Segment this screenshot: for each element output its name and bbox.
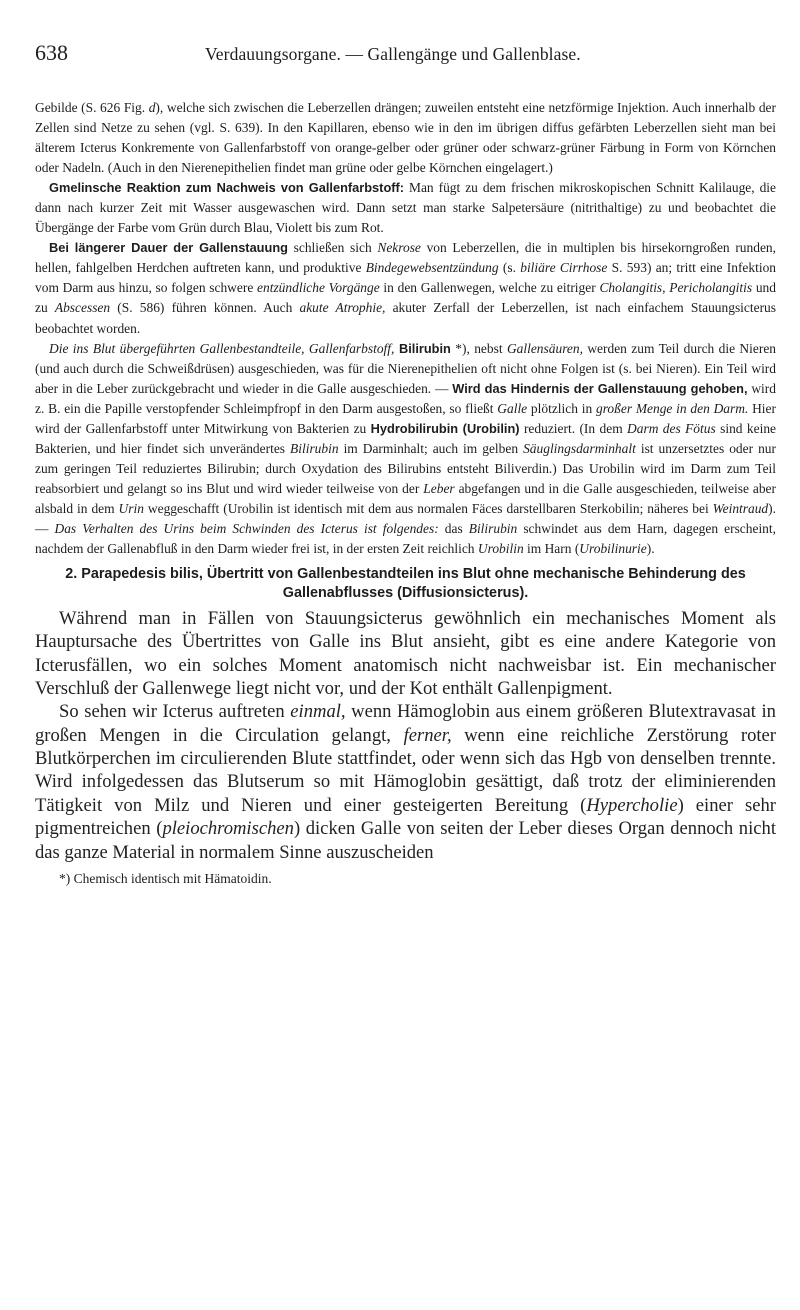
text-run: Gebilde (S. 626 Fig. <box>35 100 149 115</box>
text-run: ist unzersetztes oder nur zum geringen Teil reduziertes Bilirubin; durch Oxydation des Bilirubins entsteht Biliverdin.) Das Urobilin wird im Darm zum Teil reabsorbiert und gelangt so ins Blut und wird wieder teilweise von der <box>35 440 776 496</box>
italic-run: Darm des Fötus <box>627 420 716 436</box>
text-run: reduziert. (In dem <box>519 420 628 436</box>
italic-run: Bilirubin <box>290 440 339 456</box>
italic-run: pleiochromischen <box>162 818 294 840</box>
paragraph-gallenbestandteile <box>35 339 776 560</box>
text-run: werden zum Teil durch die Nieren (und auch durch die Schweißdrüsen) ausgeschieden, was für die Nierenepithelien oft nicht ohne Folgen ist (s. bei Nieren). Ein Teil wird aber in die Leber zurückgebracht und wieder in die Galle ausgeschieden. — <box>35 340 776 396</box>
paragraph-so-sehen-wir <box>35 700 776 863</box>
text-run: (S. 586) führen können. Auch <box>110 300 300 316</box>
text-run: ). — <box>35 500 776 536</box>
italic-run: Hypercholie <box>586 794 678 816</box>
running-title: Verdauungsorgane. — Gallengänge und Gallenblase. <box>205 44 581 64</box>
bold-run: Bei längerer Dauer der Gallenstauung <box>49 240 288 256</box>
text-run: von Leberzellen, die in multiplen bis hirsekorngroßen runden, hellen, fahlgelben Herdchen auftreten kann, und produktive <box>35 240 776 276</box>
text-run: S. 593) an; tritt eine Infektion vom Darm aus hinzu, so folgen schwere <box>35 260 777 296</box>
paragraph-gebilde <box>35 98 776 178</box>
italic-run: Die ins Blut übergeführten Gallenbestandteile, Gallenfarbstoff, <box>49 340 395 356</box>
text-run: ), welche sich zwischen die Leberzellen drängen; zuweilen entsteht eine netzförmige Injektion. Auch innerhalb der Zellen sind Netze zu sehen (vgl. S. 639). In den Kapillaren, ebenso wie in den im übrigen diffus gefärbten Leberzellen sieht man bei älterem Icterus Konkremente von Gallenfarbstoff von orange-gelber oder grüner oder schwarz-grüner Färbung in Form von Körnchen oder Nadeln. (Auch in den Nierenepithelien findet man grüne oder gelbe Körnchen eingelagert.) <box>35 100 776 176</box>
bold-run: Hydrobilirubin (Urobilin) <box>370 420 520 436</box>
text-run: ). <box>646 541 655 557</box>
main-text-section <box>35 607 776 864</box>
text-run: sind keine Bakterien, und hier findet sich unverändertes <box>35 420 777 456</box>
text-run: weggeschafft (Urobilin ist identisch mit dem aus normalen Fäces darstellbaren Sterkobilin; näheres bei <box>143 500 713 516</box>
text-run: Man fügt zu dem frischen mikroskopischen Schnitt Kalilauge, die dann nach kurzer Zeit mit Wasser ausgewaschen wird. Dann setzt man starke Salpetersäure (nitrithaltige) zu und beobachtet die Übergänge der Farbe vom Grün durch Blau, Violett bis zum Rot. <box>35 180 776 236</box>
footnote: *) Chemisch identisch mit Hämatoidin. <box>59 870 272 886</box>
text-run: akuter Zerfall der Leberzellen, ist nach einfachem Stauungsicterus beobachtet worden. <box>35 300 776 336</box>
italic-run: einmal, <box>290 701 346 723</box>
italic-run: Das Verhalten des Urins beim Schwinden des Icterus ist folgendes: <box>54 520 439 536</box>
italic-run: entzündliche Vorgänge <box>257 280 380 296</box>
text-run: plötzlich in <box>527 400 596 416</box>
text-run: im Harn ( <box>523 541 580 557</box>
italic-run: Leber <box>423 480 455 496</box>
italic-run: Weintraud <box>712 500 769 516</box>
italic-run: d <box>148 100 156 115</box>
running-head <box>35 40 776 74</box>
italic-run: Bilirubin <box>468 520 518 536</box>
text-run: abgefangen und in die Galle ausgeschieden, teilweise aber alsbald in dem <box>35 480 777 516</box>
paragraph-laengerer-dauer <box>35 238 776 338</box>
text-run: wenn Hämoglobin aus einem größeren Blutextravasat in großen Mengen in die Circulation gelangt, <box>35 701 776 746</box>
text-run: *), nebst <box>450 340 507 356</box>
page-number: 638 <box>35 40 68 65</box>
text-run: und zu <box>35 280 776 316</box>
italic-run: Bindegewebsentzündung <box>365 260 499 276</box>
text-run: in den Gallenwegen, welche zu eitriger <box>379 280 600 296</box>
text-run: ) einer sehr pigmentreichen ( <box>35 794 776 840</box>
bold-run: Gmelinsche Reaktion zum Nachweis von Gallenfarbstoff: <box>49 180 405 196</box>
bold-run: Bilirubin <box>394 340 451 356</box>
italic-run: Urin <box>118 500 144 516</box>
italic-run: biliäre Cirrhose <box>520 260 608 276</box>
text-run: Hier wird der Gallenfarbstoff unter Mitwirkung von Bakterien zu <box>35 400 776 436</box>
paragraph-gmelin <box>35 178 776 238</box>
text-run: So sehen wir Icterus auftreten <box>59 701 291 723</box>
italic-run: Urobilinurie <box>579 541 647 557</box>
text-run: wird z. B. ein die Papille verstopfender Schleimpfropf in den Darm ausgestoßen, so fließt <box>35 380 776 416</box>
text-run: schwindet aus dem Harn, dagegen erscheint, nachdem der Gallenabfluß in den Darm wieder frei ist, in der ersten Zeit reichlich <box>35 520 776 557</box>
text-run: (s. <box>498 260 521 276</box>
italic-run: Urobilin <box>477 541 524 557</box>
italic-run: großer Menge in den Darm. <box>595 400 749 416</box>
italic-run: Nekrose <box>377 240 421 256</box>
italic-run: Cholangitis, Pericholangitis <box>599 280 753 296</box>
text-run: ) dicken Galle von seiten der Leber dieses Organ dennoch nicht das ganze Material in normalem Sinne auszuscheiden <box>35 818 776 863</box>
paragraph-waehrend: Während man in Fällen von Stauungsicterus gewöhnlich ein mechanisches Moment als Hauptursache des Übertrittes von Galle ins Blut ansieht, gibt es eine andere Kategorie von Icterusfällen, wo ein solches Moment anatomisch nicht nachweisbar ist. Ein mechanischer Verschluß der Gallenwege liegt nicht vor, und der Kot enthält Gallenpigment. <box>35 608 776 700</box>
text-run: im Darminhalt; auch im gelben <box>338 440 524 456</box>
text-run: wenn eine reichliche Zerstörung roter Blutkörperchen im circulierenden Blute stattfindet, oder wenn sich das Hgb von denselben trennte. Wird infolgedessen das Blutserum so mit Hämoglobin gesättigt, daß trotz der eliminierenden Tätigkeit von Milz und Nieren und einer gesteigerten Bereitung ( <box>35 724 776 816</box>
text-run: schließen sich <box>287 240 378 256</box>
section-heading: 2. Parapedesis bilis, Übertritt von Gallenbestandteilen ins Blut ohne mechanische Behinderung des Gallenabflusses (Diffusionsicterus). <box>65 566 746 602</box>
italic-run: Gallensäuren, <box>506 340 583 356</box>
italic-run: Galle <box>497 400 528 416</box>
text-run: das <box>438 520 469 536</box>
italic-run: akute Atrophie, <box>299 300 386 316</box>
small-print-section <box>35 98 776 559</box>
bold-run: Wird das Hindernis der Gallenstauung gehoben, <box>452 380 748 396</box>
italic-run: ferner, <box>403 724 452 746</box>
italic-run: Säuglingsdarminhalt <box>523 440 636 456</box>
italic-run: Abscessen <box>54 300 111 316</box>
